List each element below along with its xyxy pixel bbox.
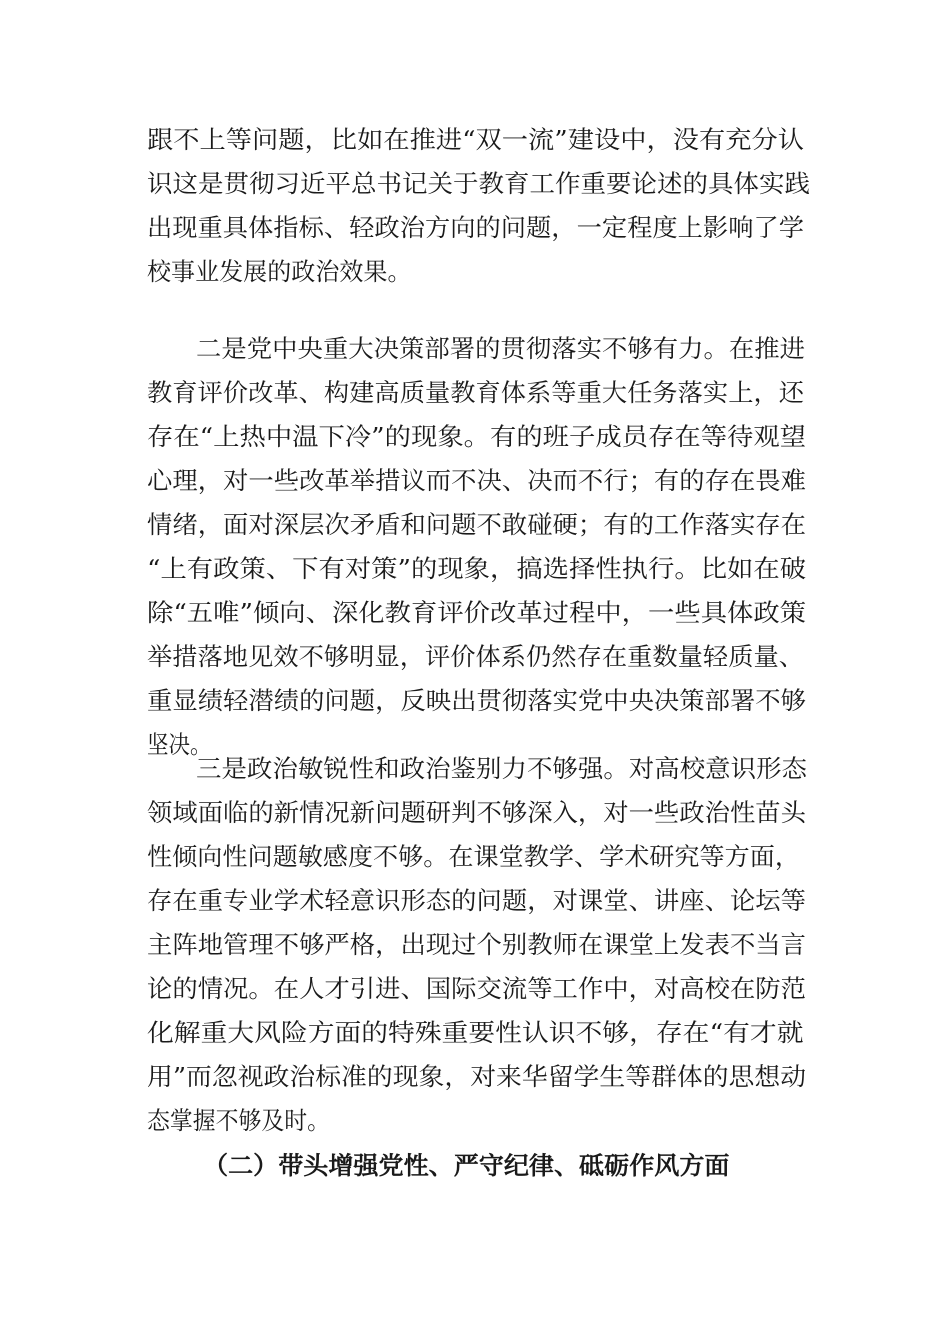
text-line: 存在“上热中温下冷”的现象。有的班子成员存在等待观望 [147,422,807,451]
text-line: 教育评价改革、构建高质量教育体系等重大任务落实上，还 [147,378,805,407]
text-line: 坚决。 [147,730,212,759]
text-line: 态掌握不够及时。 [147,1106,330,1135]
text-line: 用”而忽视政治标准的现象，对来华留学生等群体的思想动 [147,1062,807,1091]
text-line: 出现重具体指标、轻政治方向的问题，一定程度上影响了学 [147,213,805,242]
text-line: 论的情况。在人才引进、国际交流等工作中，对高校在防范 [147,974,806,1003]
text-line: 举措落地见效不够明显，评价体系仍然存在重数量轻质量、 [147,642,805,671]
text-line: 化解重大风险方面的特殊重要性认识不够，存在“有才就 [147,1018,804,1047]
text-line: 领域面临的新情况新问题研判不够深入，对一些政治性苗头 [147,798,806,827]
text-line: “上有政策、下有对策”的现象，搞选择性执行。比如在破 [147,554,807,583]
text-line: 重显绩轻潜绩的问题，反映出贯彻落实党中央决策部署不够 [147,686,806,715]
paragraph-first-line: 三是政治敏锐性和政治鉴别力不够强。对高校意识形态 [196,754,807,783]
section-heading: （二）带头增强党性、严守纪律、砥砺作风方面 [203,1151,730,1180]
text-line: 情绪，面对深层次矛盾和问题不敢碰硬；有的工作落实存在 [147,510,806,539]
text-line: 存在重专业学术轻意识形态的问题，对课堂、讲座、论坛等 [147,886,806,915]
text-line: 心理，对一些改革举措议而不决、决而不行；有的存在畏难 [147,466,806,495]
text-line: 主阵地管理不够严格，出现过个别教师在课堂上发表不当言 [147,930,806,959]
text-line: 性倾向性问题敏感度不够。在课堂教学、学术研究等方面， [147,842,800,871]
text-line: 校事业发展的政治效果。 [147,257,412,286]
text-line: 跟不上等问题，比如在推进“双一流”建设中，没有充分认 [147,125,805,154]
text-line: 识这是贯彻习近平总书记关于教育工作重要论述的具体实践 [147,169,810,198]
paragraph-first-line: 二是党中央重大决策部署的贯彻落实不够有力。在推进 [196,334,805,363]
text-line: 除“五唯”倾向、深化教育评价改革过程中，一些具体政策 [147,598,807,627]
